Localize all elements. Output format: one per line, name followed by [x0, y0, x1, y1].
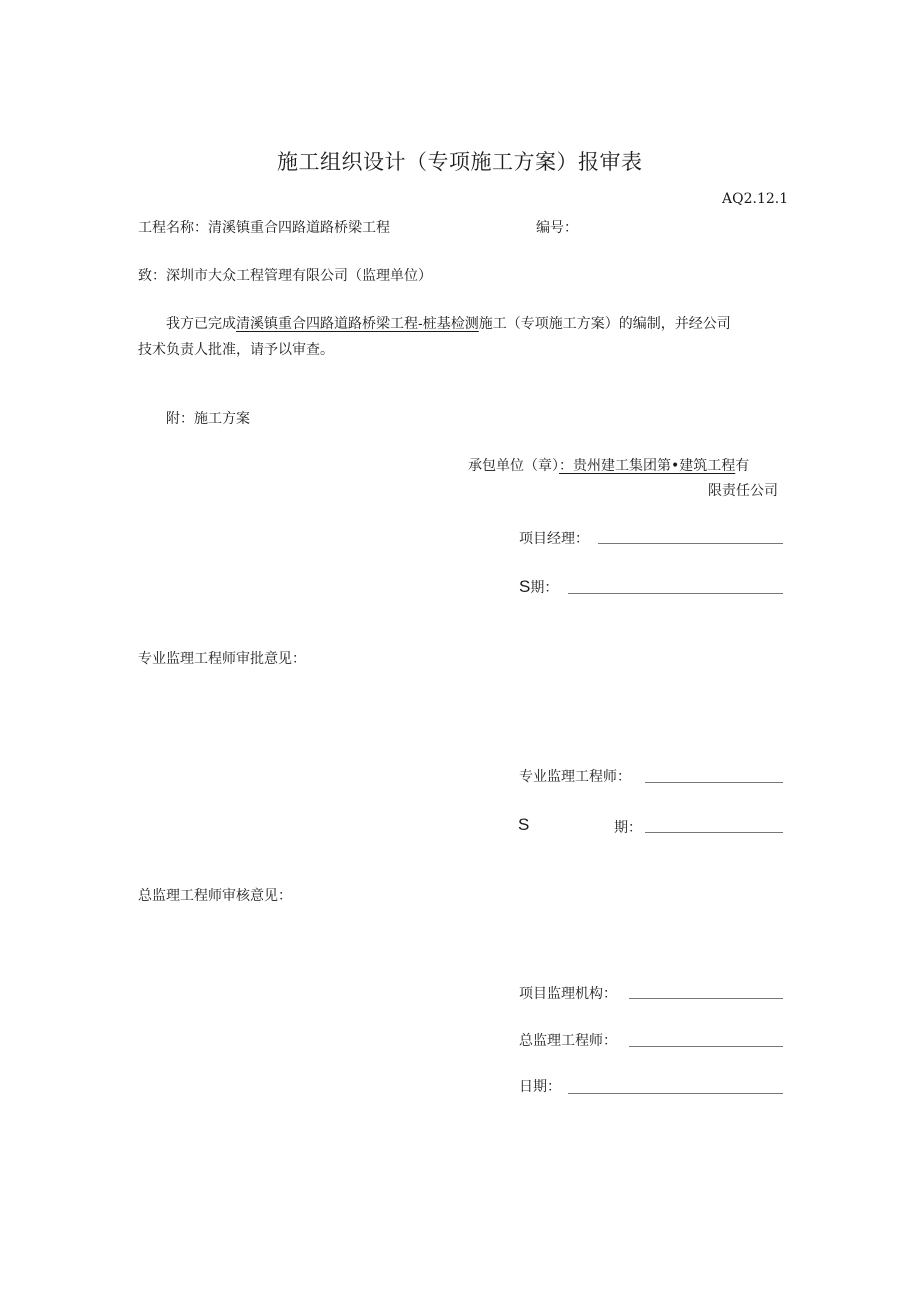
- body-line-2: 技术负责人批准，请予以审查。: [138, 342, 334, 358]
- manager-signature-line[interactable]: [598, 543, 783, 544]
- chief-org-line[interactable]: [629, 998, 783, 999]
- contractor-date-row: [519, 577, 558, 598]
- chief-heading: 总监理工程师审核意见：: [138, 888, 292, 904]
- project-name: 清溪镇重合四路道路桥梁工程: [208, 220, 390, 236]
- number-label: 编号：: [536, 220, 578, 236]
- date-s-glyph: S: [519, 577, 531, 596]
- page-title: 施工组织设计（专项施工方案）报审表: [277, 150, 643, 174]
- body-suffix: 施工（专项施工方案）的编制，并经公司: [478, 316, 731, 332]
- specialist-heading: 专业监理工程师审批意见：: [138, 651, 306, 667]
- attachment-line: 附：施工方案: [166, 411, 250, 427]
- body-prefix: 我方已完成: [166, 316, 236, 332]
- chief-engineer-label: 总监理工程师：: [519, 1033, 617, 1049]
- manager-label: 项目经理：: [519, 531, 589, 547]
- contractor-date-line[interactable]: [568, 593, 783, 594]
- addressee-name: 深圳市大众工程管理有限公司（监理单位）: [166, 268, 432, 284]
- chief-date-line[interactable]: [568, 1093, 783, 1094]
- specialist-date-s-glyph: S: [518, 815, 530, 834]
- body-project-underlined: 清溪镇重合四路道路桥梁工程-桩基检测: [236, 316, 479, 332]
- chief-date-label: 日期：: [519, 1079, 561, 1095]
- addressee-row: [138, 266, 432, 286]
- contractor-value-tail: 有: [735, 458, 750, 474]
- contractor-label: 承包单位（章）: [468, 458, 559, 474]
- body-line-1: [166, 314, 731, 334]
- specialist-engineer-label: 专业监理工程师：: [519, 769, 631, 785]
- specialist-engineer-signature-line[interactable]: [645, 782, 783, 783]
- chief-engineer-signature-line[interactable]: [629, 1046, 783, 1047]
- contractor-row: [468, 456, 749, 476]
- contractor-value: ：贵州建工集团第•建筑工程: [559, 458, 736, 474]
- project-label: 工程名称：: [138, 220, 208, 236]
- addressee-prefix: 致：: [138, 268, 166, 284]
- chief-org-label: 项目监理机构：: [519, 986, 617, 1002]
- specialist-date-label: 期：: [614, 820, 642, 836]
- project-name-row: [138, 218, 390, 238]
- specialist-date-line[interactable]: [645, 832, 783, 833]
- form-code: AQ2.12.1: [722, 191, 789, 207]
- date-label: 期：: [530, 580, 559, 596]
- contractor-value-line-2: 限责任公司: [708, 483, 778, 499]
